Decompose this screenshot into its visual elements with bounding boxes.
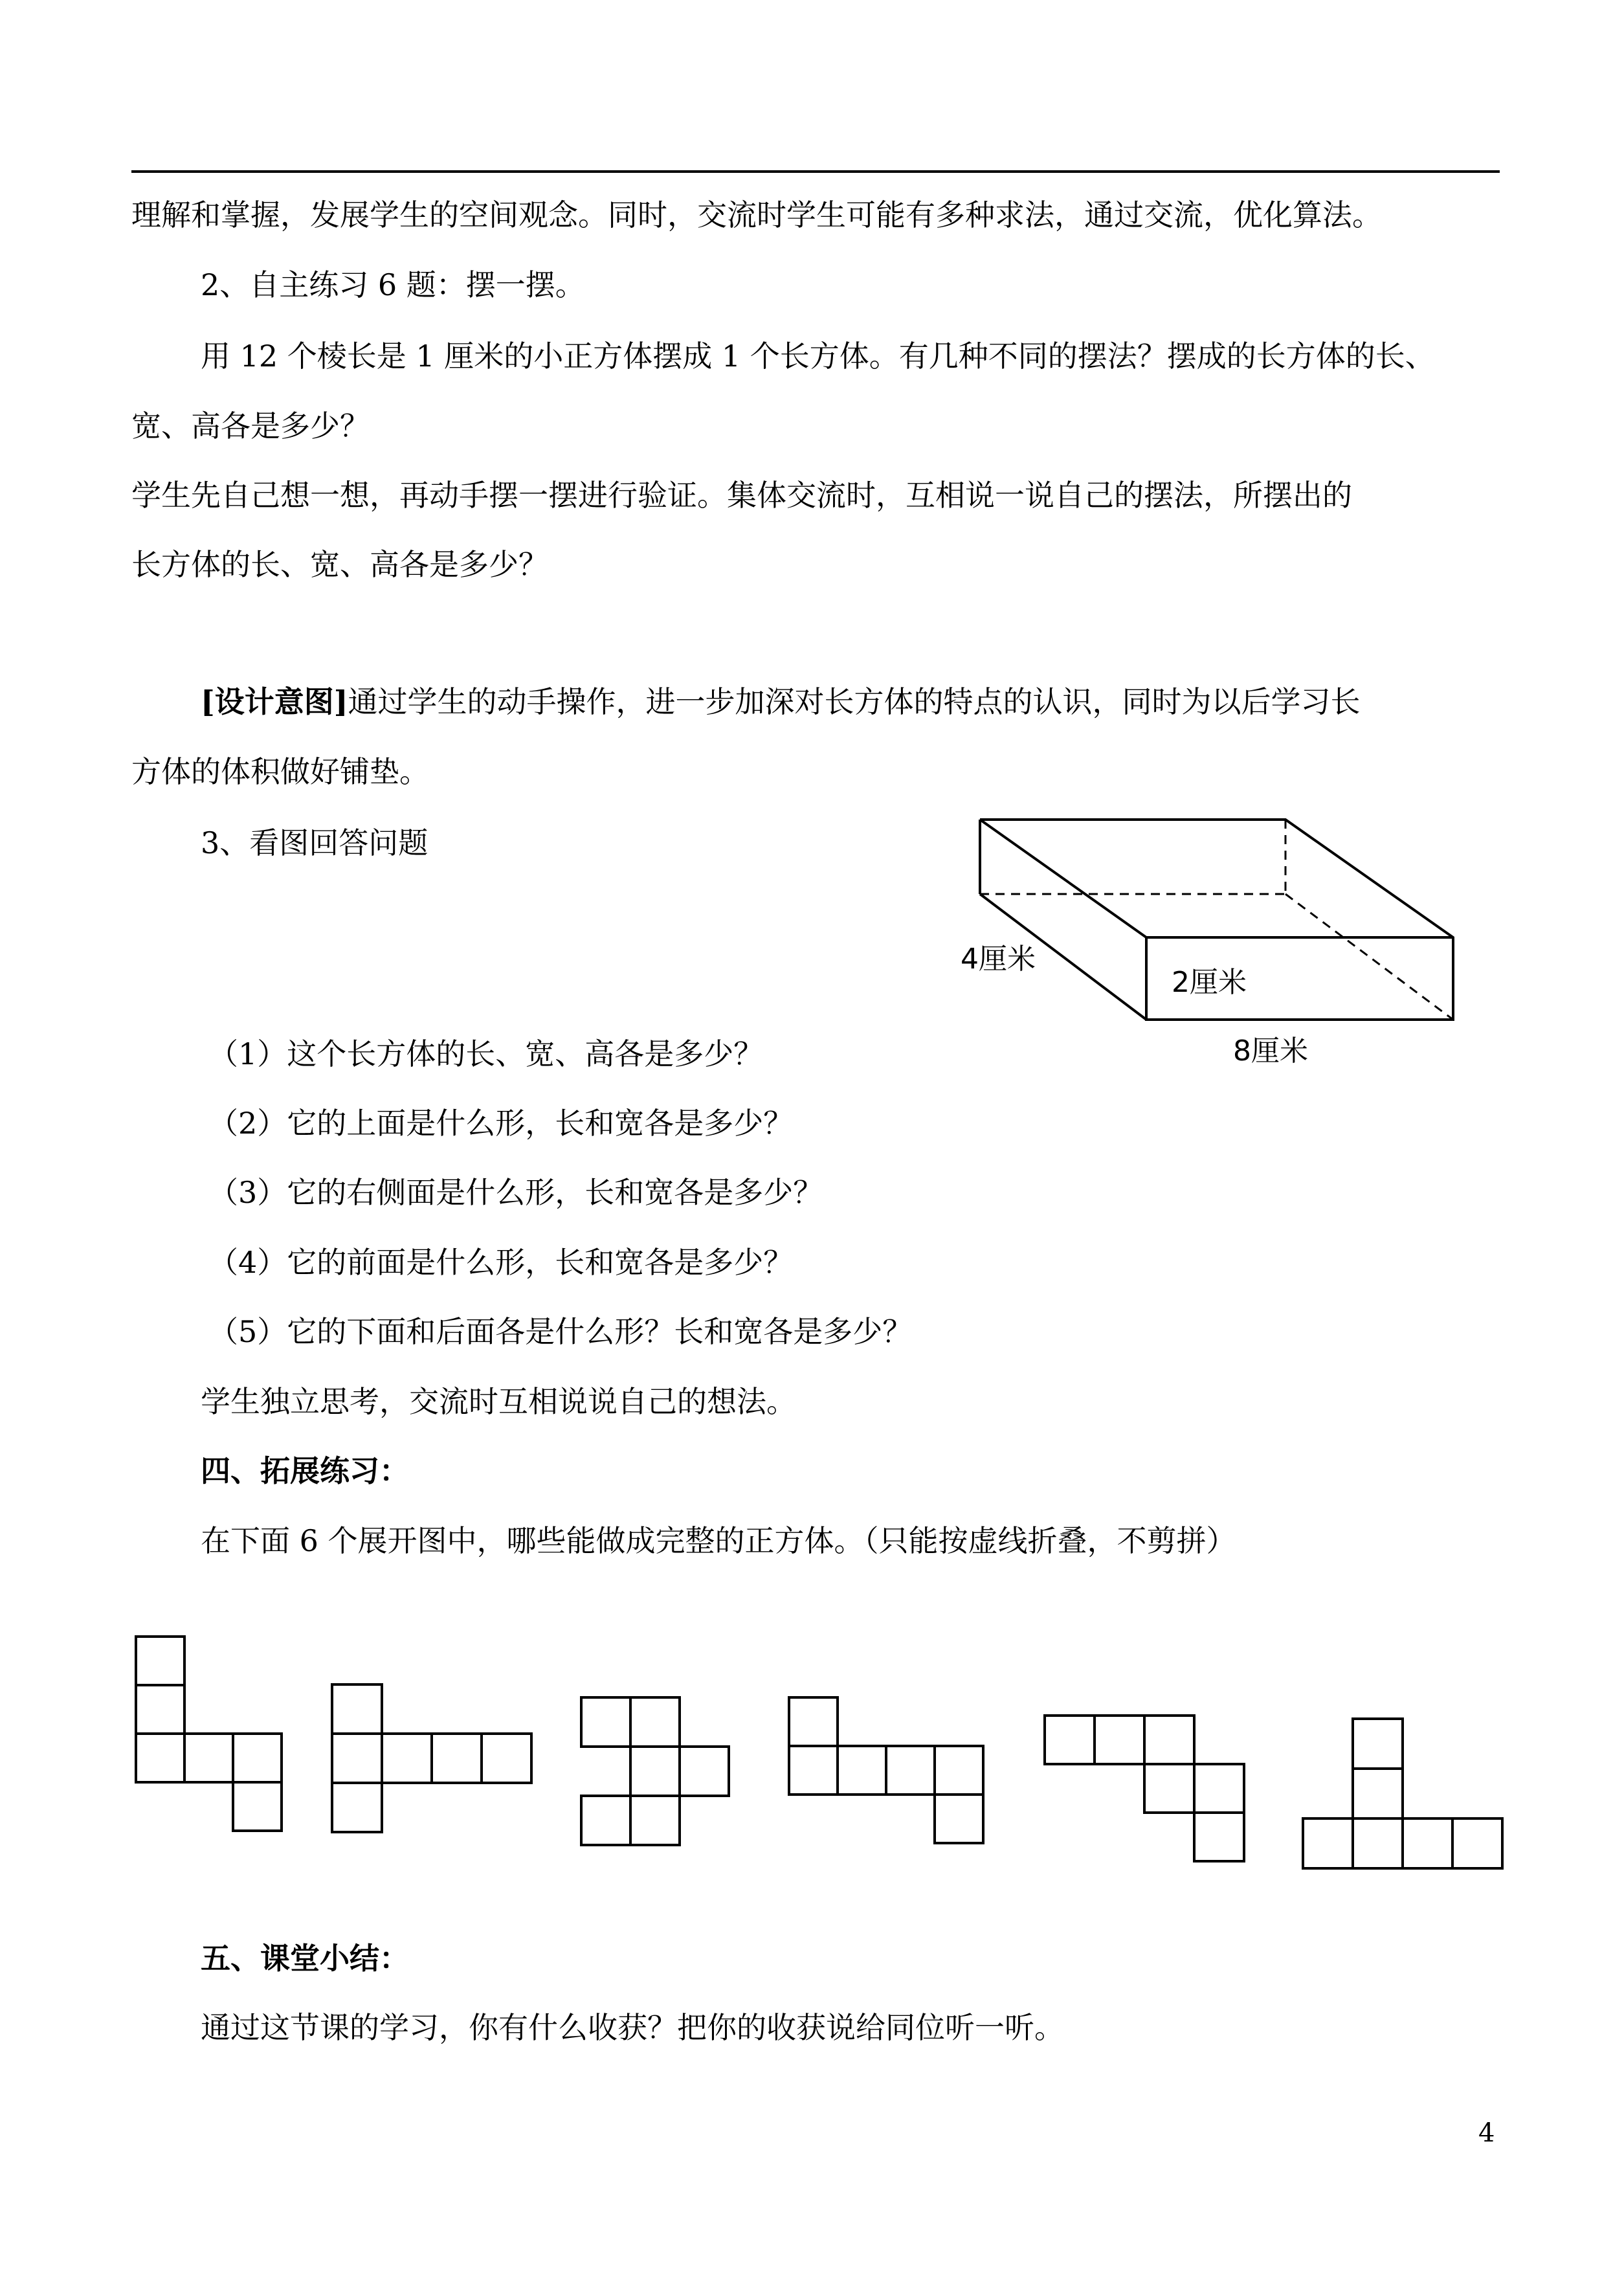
question-line: （3）它的右侧面是什么形，长和宽各是多少？ (208, 1175, 823, 1210)
paragraph-line: 用 12 个棱长是 1 厘米的小正方体摆成 1 个长方体。有几种不同的摆法？摆成的长方体的长、 (201, 339, 1435, 374)
paragraph-line: 方体的体积做好铺垫。 (131, 754, 429, 789)
cuboid-diagonal (980, 820, 1146, 937)
page-number: 4 (1478, 2118, 1495, 2148)
header-rule (131, 170, 1500, 173)
question-line: （1）这个长方体的长、宽、高各是多少？ (208, 1036, 764, 1071)
cuboid-hidden-edge (1285, 894, 1453, 1020)
paragraph-line: 学生独立思考，交流时互相说说自己的想法。 (201, 1384, 796, 1419)
question-line: （2）它的上面是什么形，长和宽各是多少？ (208, 1106, 794, 1141)
cube-net-1 (136, 1637, 282, 1831)
design-intent-label: [设计意图] (201, 684, 348, 719)
paragraph-line: 长方体的长、宽、高各是多少？ (131, 547, 548, 582)
cuboid-figure (906, 803, 1489, 1075)
cube-nets-figure (0, 1605, 1624, 1877)
design-intent-line (201, 682, 1361, 721)
label-length: 8厘米 (1233, 1035, 1308, 1068)
paragraph-line: 在下面 6 个展开图中，哪些能做成完整的正方体。（只能按虚线折叠，不剪拼） (201, 1523, 1236, 1558)
cube-net-4 (789, 1697, 983, 1843)
paragraph-line: 3、看图回答问题 (201, 825, 428, 860)
cube-net-3 (581, 1697, 729, 1845)
label-height: 2厘米 (1172, 966, 1247, 999)
question-line: （4）它的前面是什么形，长和宽各是多少？ (208, 1245, 794, 1280)
paragraph-line: 学生先自己想一想，再动手摆一摆进行验证。集体交流时，互相说一说自己的摆法，所摆出的 (131, 478, 1352, 513)
paragraph-line: 通过这节课的学习，你有什么收获？把你的收获说给同位听一听。 (201, 2010, 1064, 2045)
cube-net-5 (1045, 1716, 1244, 1861)
section-heading: 五、课堂小结： (201, 1941, 409, 1976)
paragraph-line: 理解和掌握，发展学生的空间观念。同时，交流时学生可能有多种求法，通过交流，优化算法。 (131, 197, 1382, 232)
section-heading: 四、拓展练习： (201, 1453, 409, 1488)
cube-net-6 (1303, 1719, 1502, 1868)
cube-net-2 (332, 1684, 531, 1832)
paragraph-line: 宽、高各是多少？ (131, 408, 370, 443)
design-intent-text: 通过学生的动手操作，进一步加深对长方体的特点的认识，同时为以后学习长 (348, 684, 1361, 719)
paragraph-line: 2、自主练习 6 题：摆一摆。 (201, 267, 585, 302)
question-line: （5）它的下面和后面各是什么形？长和宽各是多少？ (208, 1314, 913, 1349)
label-width: 4厘米 (961, 943, 1036, 976)
